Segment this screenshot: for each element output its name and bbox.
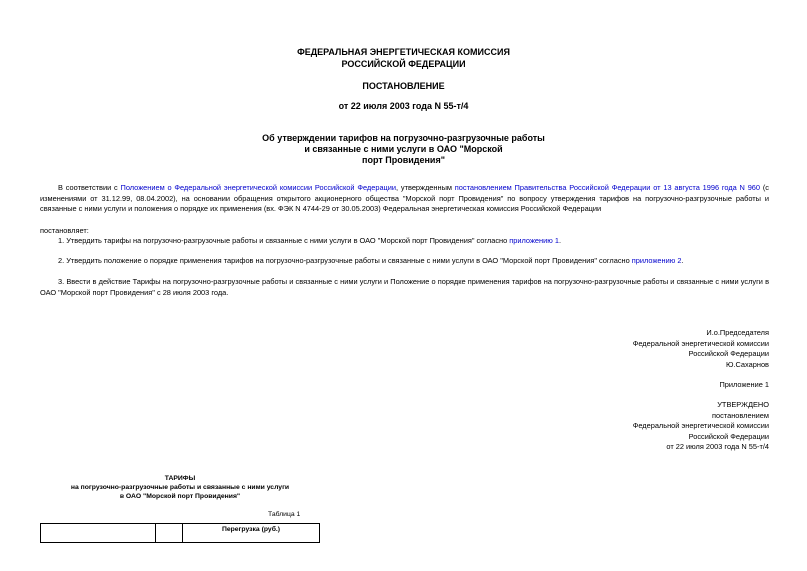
signature-line-3: Российской Федерации	[688, 349, 769, 358]
title-line-2: и связанные с ними услуги в ОАО "Морской	[304, 144, 503, 154]
item-1-text: 1. Утвердить тарифы на погрузочно-разгрузочные работы и связанные с ними услуги в ОАО "Морской порт Провидения" согласно	[58, 236, 510, 245]
link-government-decree[interactable]: постановлением Правительства Российской Федерации от 13 августа 1996 года N 960	[454, 183, 761, 192]
doc-title	[0, 133, 807, 166]
item-3	[40, 277, 769, 298]
item-2-end: .	[681, 256, 684, 265]
approval-date: от 22 июля 2003 года N 55-т/4	[666, 442, 769, 451]
item-2-text: 2. Утвердить положение о порядке применения тарифов на погрузочно-разгрузочные работы и связанные с ними услуги в ОАО "Морской порт Провидения" согласно	[58, 256, 632, 265]
doc-date: от 22 июля 2003 года N 55-т/4	[338, 101, 469, 111]
item-3-text: 3. Ввести в действие Тарифы на погрузочно-разгрузочные работы и связанные с ними услуги и Положение о порядке применения тарифов на погрузочно-разгрузочные работы и связанные с ними услуги в ОАО "Морской порт Провидения" с 28 июля 2003 года.	[40, 277, 769, 297]
signature-line-1: И.о.Председателя	[706, 328, 769, 337]
signature-line-2: Федеральной энергетической комиссии	[632, 338, 769, 348]
commission-header	[0, 46, 807, 70]
table-header-rest	[320, 524, 770, 543]
approval-line-3: Российской Федерации	[688, 431, 769, 441]
table-header-cell-3: Перегрузка (руб.)	[183, 524, 320, 543]
signature-block	[633, 328, 769, 370]
postanovlyaet: постановляет:	[40, 226, 89, 235]
tariffs-subtitle-2: в ОАО "Морской порт Провидения"	[119, 493, 241, 500]
item-1	[40, 236, 769, 246]
appendix-label: Приложение 1	[719, 380, 769, 389]
tariffs-subtitle-1: на погрузочно-разгрузочные работы и связанные с ними услуги	[70, 484, 290, 491]
preamble	[40, 183, 769, 215]
header-line-1: ФЕДЕРАЛЬНАЯ ЭНЕРГЕТИЧЕСКАЯ КОМИССИЯ	[297, 47, 510, 57]
table-header-cell-1	[41, 524, 156, 543]
approval-line-1: постановлением	[712, 410, 769, 420]
preamble-text-1: В соответствии с	[58, 183, 121, 192]
table-header-cell-2	[156, 524, 183, 543]
header-line-2: РОССИЙСКОЙ ФЕДЕРАЦИИ	[341, 59, 466, 69]
tariffs-heading	[60, 474, 300, 501]
signature-name: Ю.Сахарнов	[725, 359, 769, 369]
title-line-1: Об утверждении тарифов на погрузочно-разгрузочные работы	[262, 133, 545, 143]
item-1-end: .	[558, 236, 561, 245]
approved-label: УТВЕРЖДЕНО	[717, 400, 769, 409]
tariffs-table	[40, 523, 769, 543]
table-row	[41, 524, 770, 543]
link-appendix-1[interactable]: приложению 1	[509, 236, 559, 245]
approval-block	[633, 400, 769, 453]
tariffs-title: ТАРИФЫ	[164, 475, 196, 482]
item-2	[40, 256, 769, 266]
link-commission-regulation[interactable]: Положением о Федеральной энергетической комиссии Российской Федерации	[120, 183, 397, 192]
preamble-text-3: (с изменениями от 31.12.99, 08.04.2002), на основании обращения открытого акционерного общества "Морской порт Провидения" по вопросу утверждения тарифов на погрузочно-разгрузочные работы и связанные с ними услуги и положения о порядке их применения (вх. ФЭК N 4744-29 от 30.05.2003) Федеральная энергетическая комиссия Российской Федерации	[40, 183, 769, 213]
title-line-3: порт Провидения"	[362, 155, 445, 165]
doc-type: ПОСТАНОВЛЕНИЕ	[362, 81, 445, 91]
preamble-text-2: , утвержденным	[396, 183, 455, 192]
table-caption: Таблица 1	[268, 511, 301, 518]
approval-line-2: Федеральной энергетической комиссии	[632, 421, 769, 430]
link-appendix-2[interactable]: приложению 2	[631, 256, 682, 265]
